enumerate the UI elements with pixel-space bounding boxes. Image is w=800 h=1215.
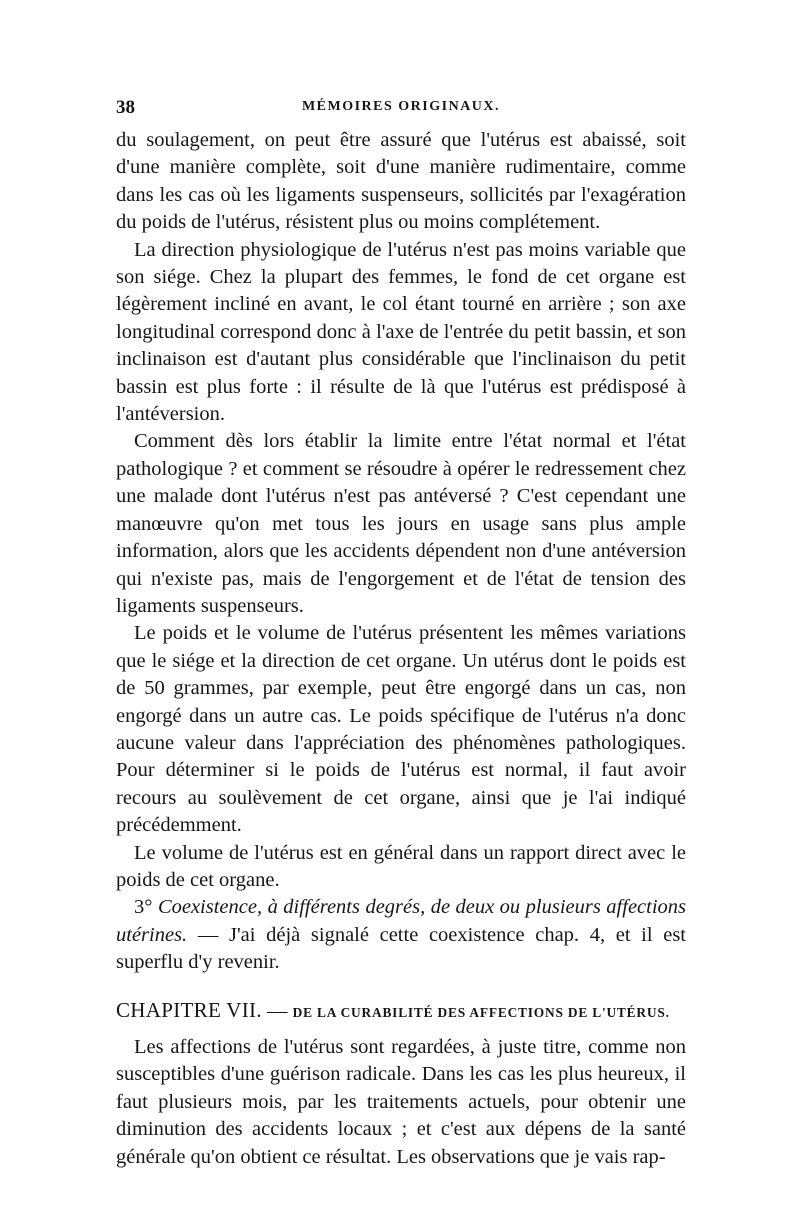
paragraph: Les affections de l'utérus sont regardées, à juste titre, comme non susceptibles d'une guérison radicale. Dans les cas les plus heureux, il faut plusieurs mois, par les traitements actuels, pour obtenir une diminution des accidents locaux ; et c'est aux dépens de la santé générale qu'on obtient ce résultat. Les observations que je vais rap- [116,1036,686,1168]
section-number: 3° [134,896,153,919]
chapter-title: DE LA CURABILITÉ DES AFFECTIONS DE L'UTÉRUS. [292,1004,670,1020]
section-heading: Coexistence, à différents degrés, de deux ou plusieurs affections utérines. [116,896,687,946]
paragraph: du soulagement, on peut être assuré que l'utérus est abaissé, soit d'une manière complète, soit d'une manière rudimentaire, comme dans les cas où les ligaments suspenseurs, sollicités par l'exagération du poids de l'utérus, résistent plus ou moins complétement. [116,129,686,234]
chapter-number: CHAPITRE VII. [116,997,262,1022]
chapter-separator: — [261,999,293,1022]
running-title: MÉMOIRES ORIGINAUX. [301,99,501,114]
chapter-heading [116,997,686,1026]
coexistence-paragraph [116,894,686,976]
paragraph: Le poids et le volume de l'utérus présentent les mêmes variations que le siége et la direction de cet organe. Un utérus dont le poids est de 50 grammes, par exemple, peut être engorgé dans un cas, non engorgé dans un autre cas. Le poids spécifique de l'utérus n'a donc aucune valeur dans l'appréciation des phénomènes pathologiques. Pour déterminer si le poids de l'utérus est normal, il faut avoir recours au soulèvement de cet organe, ainsi que je l'ai indiqué précédemment. [116,622,686,837]
paragraph: La direction physiologique de l'utérus n'est pas moins variable que son siége. Chez la plupart des femmes, le fond de cet organe est légèrement incliné en avant, le col étant tourné en arrière ; son axe longitudinal correspond donc à l'axe de l'entrée du petit bassin, et son inclinaison est d'autant plus considérable que l'inclinaison du petit bassin est plus forte : il résulte de là que l'utérus est prédisposé à l'antéversion. [116,238,686,426]
page-number: 38 [116,97,135,118]
paragraph: Comment dès lors établir la limite entre l'état normal et l'état pathologique ? et comment se résoudre à opérer le redressement chez une malade dont l'utérus n'est pas antéversé ? C'est cependant une manœuvre qu'on met tous les jours en usage sans plus ample information, alors que les accidents dépendent non d'une antéversion qui n'existe pas, mais de l'engorgement et de l'état de tension des ligaments suspenseurs. [116,430,686,617]
page-header [116,97,686,121]
section-text: — J'ai déjà signalé cette coexistence chap. 4, et il est superflu d'y revenir. [116,923,686,974]
paragraph: Le volume de l'utérus est en général dans un rapport direct avec le poids de cet organe. [116,841,686,891]
page-body [116,127,686,1171]
